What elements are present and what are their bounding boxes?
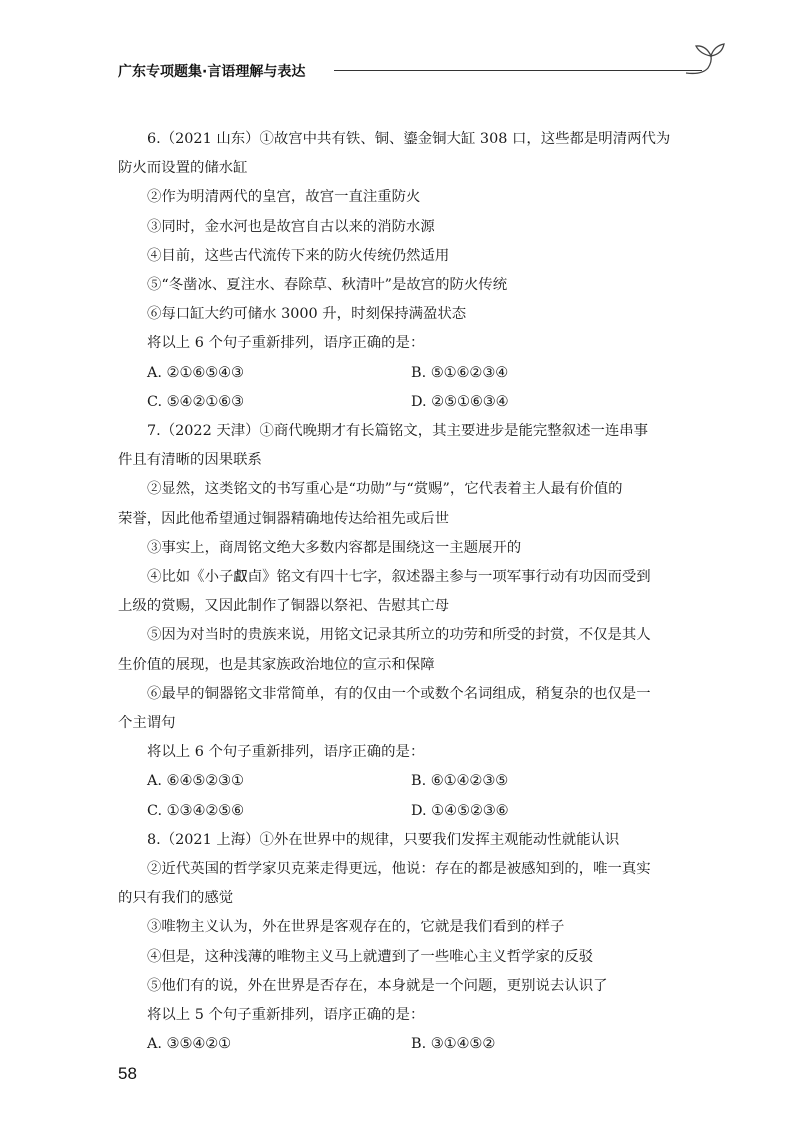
q7-option-c: C. ①③④②⑤⑥ — [147, 802, 245, 819]
q8-prompt: 将以上 5 个句子重新排列，语序正确的是： — [147, 1007, 425, 1024]
q6-options-row — [118, 359, 714, 388]
q7-sentence: 个主谓句 — [118, 715, 176, 732]
q6-sentence: ③同时，金水河也是故宫自古以来的消防水源 — [147, 218, 435, 235]
q7-option-d: D. ①④⑤②③⑥ — [411, 802, 509, 819]
q7-options-row — [118, 797, 714, 826]
q7-sentence: ⑥最早的铜器铭文非常简单，有的仅由一个或数个名词组成，稍复杂的也仅是一 — [147, 685, 651, 702]
q8-option-b: B. ③①④⑤② — [411, 1036, 496, 1053]
q6-sentence: ⑥每口缸大约可储水 3000 升，时刻保持满盈状态 — [147, 306, 467, 323]
q8-sentence: ③唯物主义认为，外在世界是客观存在的，它就是我们看到的样子 — [147, 919, 565, 936]
q7-sentence: 上级的赏赐，又因此制作了铜器以祭祀、告慰其亡母 — [118, 598, 449, 615]
q6-line: 防火而设置的储水缸 — [118, 160, 248, 177]
q6-option-b: B. ⑤①⑥②③④ — [411, 364, 509, 381]
q7-line: 7.（2022 天津）①商代晚期才有长篇铭文，其主要进步是能完整叙述一连串事 — [147, 423, 649, 440]
q6-line: 6.（2021 山东）①故宫中共有铁、铜、鎏金铜大缸 308 口，这些都是明清两代为 — [147, 131, 671, 147]
q8-options-row — [118, 1030, 714, 1059]
q7-line: 件且有清晰的因果联系 — [118, 452, 262, 469]
q7-option-a: A. ⑥④⑤②③① — [147, 773, 244, 790]
q7-option-b: B. ⑥①④②③⑤ — [411, 773, 509, 790]
q6-option-d: D. ②⑤①⑥③④ — [411, 393, 509, 410]
header-rule — [334, 70, 702, 71]
q8-sentence: ④但是，这种浅薄的唯物主义马上就遭到了一些唯心主义哲学家的反驳 — [147, 948, 594, 965]
q6-sentence: ②作为明清两代的皇宫，故宫一直注重防火 — [147, 189, 421, 206]
q7-sentence: 荣誉，因此他希望通过铜器精确地传达给祖先或后世 — [118, 510, 449, 527]
q7-prompt: 将以上 6 个句子重新排列，语序正确的是： — [147, 744, 425, 761]
q8-sentence: ②近代英国的哲学家贝克莱走得更远，他说：存在的都是被感知到的，唯一真实 — [147, 861, 651, 878]
q6-prompt: 将以上 6 个句子重新排列，语序正确的是： — [147, 335, 425, 352]
q6-option-c: C. ⑤④②①⑥③ — [147, 393, 245, 410]
q7-sentence: ③事实上，商周铭文绝大多数内容都是围绕这一主题展开的 — [147, 539, 522, 556]
leaf-ornament-icon — [684, 42, 728, 76]
q7-sentence: ⑤因为对当时的贵族来说，用铭文记录其所立的功劳和所受的封赏，不仅是其人 — [147, 627, 651, 644]
q8-sentence: ⑤他们有的说，外在世界是否存在，本身就是一个问题，更别说去认识了 — [147, 977, 608, 994]
q7-sentence: ②显然，这类铭文的书写重心是“功勋”与“赏赐”，它代表着主人最有价值的 — [147, 481, 623, 498]
q6-options-row — [118, 388, 714, 417]
q7-sentence: 生价值的展现，也是其家族政治地位的宣示和保障 — [118, 656, 435, 673]
q8-line: 8.（2021 上海）①外在世界中的规律，只要我们发挥主观能动性就能认识 — [147, 831, 620, 848]
q6-sentence: ⑤“冬凿冰、夏注水、春除草、秋清叶”是故宫的防火传统 — [147, 277, 508, 294]
question-content — [118, 125, 714, 1060]
header-title: 广东专项题集·言语理解与表达 — [118, 64, 306, 80]
q7-sentence: ④比如《小子𠭯卣》铭文有四十七字，叙述器主参与一项军事行动有功因而受到 — [147, 569, 651, 586]
q8-option-a: A. ③⑤④②① — [147, 1036, 232, 1053]
q6-option-a: A. ②①⑥⑤④③ — [147, 364, 244, 381]
running-header — [118, 62, 718, 86]
page-number: 58 — [118, 1064, 137, 1083]
q6-sentence: ④目前，这些古代流传下来的防火传统仍然适用 — [147, 247, 450, 264]
q7-options-row — [118, 767, 714, 796]
q8-sentence: 的只有我们的感觉 — [118, 890, 234, 907]
